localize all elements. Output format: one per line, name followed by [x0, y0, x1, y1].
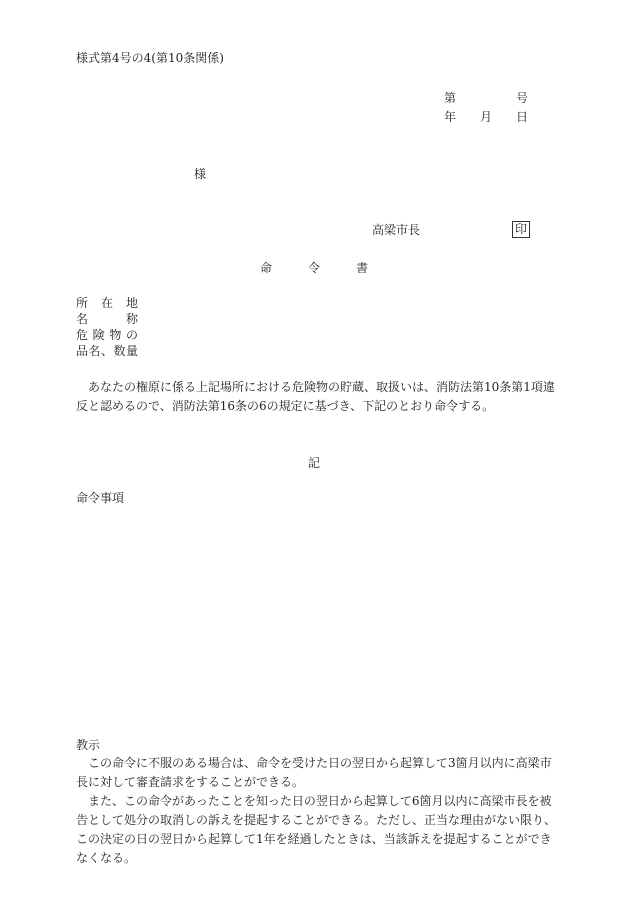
order-items-label: 命令事項: [76, 491, 125, 505]
field-name-label: 名 称: [76, 312, 138, 326]
form-code: 様式第4号の4(第10条関係): [76, 51, 224, 65]
date-day-label: 日: [516, 110, 529, 124]
number-label-dai: 第: [444, 91, 457, 105]
date-month-label: 月: [480, 110, 493, 124]
instruction-line: この決定の日の翌日から起算して1年を経過したときは、当該訴えを提起することができ: [76, 832, 552, 846]
ki-heading: 記: [308, 456, 321, 470]
body-text-line: 反と認めるので、消防法第16条の6の規定に基づき、下記のとおり命令する。: [76, 399, 495, 413]
seal-mark-text: 印: [512, 221, 530, 238]
title-char-3: 書: [356, 261, 369, 275]
instruction-line: この命令に不服のある場合は、命令を受けた日の翌日から起算して3箇月以内に高梁市: [76, 756, 552, 770]
title-char-2: 令: [308, 261, 321, 275]
field-hazmat-label: 危 険 物 の: [76, 328, 138, 342]
body-text: [76, 378, 556, 416]
instruction-text: [76, 754, 556, 868]
date-year-label: 年: [444, 110, 457, 124]
addressee-suffix: 様: [194, 167, 207, 181]
title-char-1: 命: [260, 261, 273, 275]
body-text-line: あなたの権原に係る上記場所における危険物の貯蔵、取扱いは、消防法第10条第1項違: [76, 380, 555, 394]
instruction-heading: 教示: [76, 738, 101, 752]
number-label-go: 号: [516, 91, 529, 105]
field-item-quantity-label: 品 名 、 数 量: [76, 344, 138, 358]
instruction-line: 長に対して審査請求をすることができる。: [76, 775, 305, 789]
seal-mark: [512, 221, 530, 238]
field-location-label: 所 在 地: [76, 296, 138, 310]
issuer-title: 高梁市長: [372, 223, 421, 237]
instruction-line: また、この命令があったことを知った日の翌日から起算して6箇月以内に高梁市長を被: [76, 794, 552, 808]
instruction-line: なくなる。: [76, 851, 137, 865]
instruction-line: 告として処分の取消しの訴えを提起することができる。ただし、正当な理由がない限り、: [76, 813, 557, 827]
